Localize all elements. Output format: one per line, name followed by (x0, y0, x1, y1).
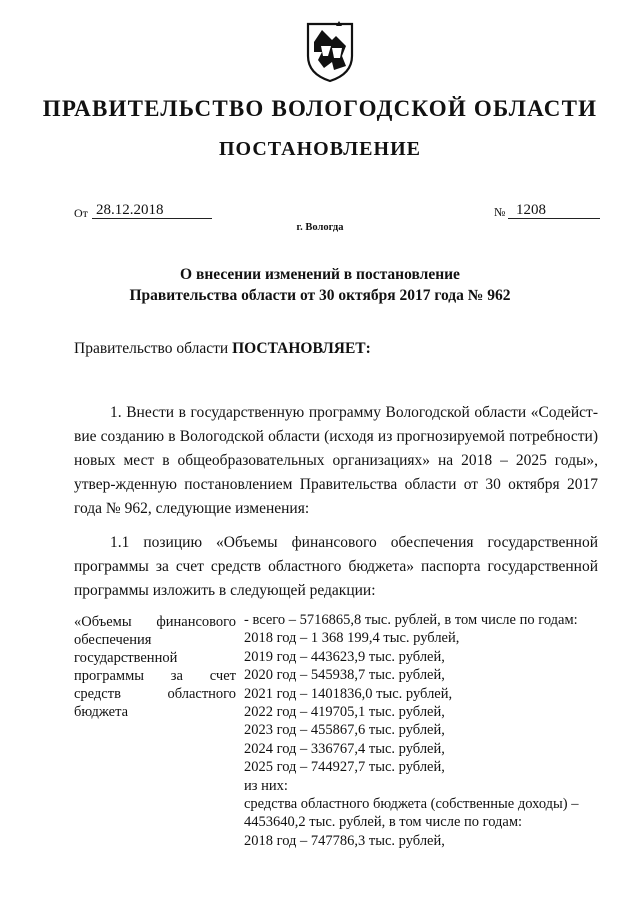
table-right-cell (244, 611, 600, 850)
funding-line: из них: (244, 777, 288, 794)
funding-line: 2023 год – 455867,6 тыс. рублей, (244, 722, 445, 739)
table-left-cell: «Объемы финансового обеспечения государственной программы за счет средств областного бюджета (74, 614, 236, 720)
funding-line: 2021 год – 1401836,0 тыс. рублей, (244, 685, 453, 702)
date-label: От (74, 206, 88, 220)
document-number: 1208 (508, 202, 600, 219)
funding-line: 2018 год – 1 368 199,4 тыс. рублей, (244, 630, 460, 647)
funding-line: 2024 год – 336767,4 тыс. рублей, (244, 740, 445, 757)
funding-line: 2018 год – 747786,3 тыс. рублей, (244, 832, 445, 849)
funding-line: - всего – 5716865,8 тыс. рублей, в том числе по годам: (244, 612, 578, 628)
funding-line: 2020 год – 545938,7 тыс. рублей, (244, 667, 445, 684)
document-date: 28.12.2018 (92, 202, 212, 219)
title-line-1: О внесении изменений в постановление (180, 266, 460, 283)
decree-statement (74, 340, 371, 358)
city-name: г. Вологда (296, 222, 344, 233)
funding-line: 2019 год – 443623,9 тыс. рублей, (244, 648, 445, 665)
coat-of-arms-emblem (302, 18, 358, 84)
decree-keyword: ПОСТАНОВЛЯЕТ: (232, 340, 371, 357)
funding-line: 4453640,2 тыс. рублей, в том числе по годам: (244, 814, 523, 831)
document-type: ПОСТАНОВЛЕНИЕ (219, 138, 421, 160)
paragraph-1-1: 1.1 позицию «Объемы финансового обеспечения государственной программы за счет средств областного бюджета» паспорта государственной программы изложить в следующей редакции: (74, 534, 598, 599)
decree-intro: Правительство области (74, 340, 233, 357)
funding-line: 2022 год – 419705,1 тыс. рублей, (244, 704, 445, 721)
title-line-2: Правительства области от 30 октября 2017 года № 962 (129, 287, 511, 304)
funding-line: 2025 год – 744927,7 тыс. рублей, (244, 759, 445, 776)
paragraph-1: 1. Внести в государственную программу Вологодской области «Содейст-вие созданию в Вологодской области (исходя из прогнозируемой потребности) новых мест в общеобразовательных организациях» на 2018 – 2025 годы», утвер-жденную постановлением Правительства области от 30 октября 2017 года № 962, следующие изменения: (74, 404, 598, 517)
funding-line: средства областного бюджета (собственные доходы) – (244, 796, 579, 813)
number-label: № (494, 205, 506, 219)
government-name: ПРАВИТЕЛЬСТВО ВОЛОГОДСКОЙ ОБЛАСТИ (42, 96, 598, 121)
